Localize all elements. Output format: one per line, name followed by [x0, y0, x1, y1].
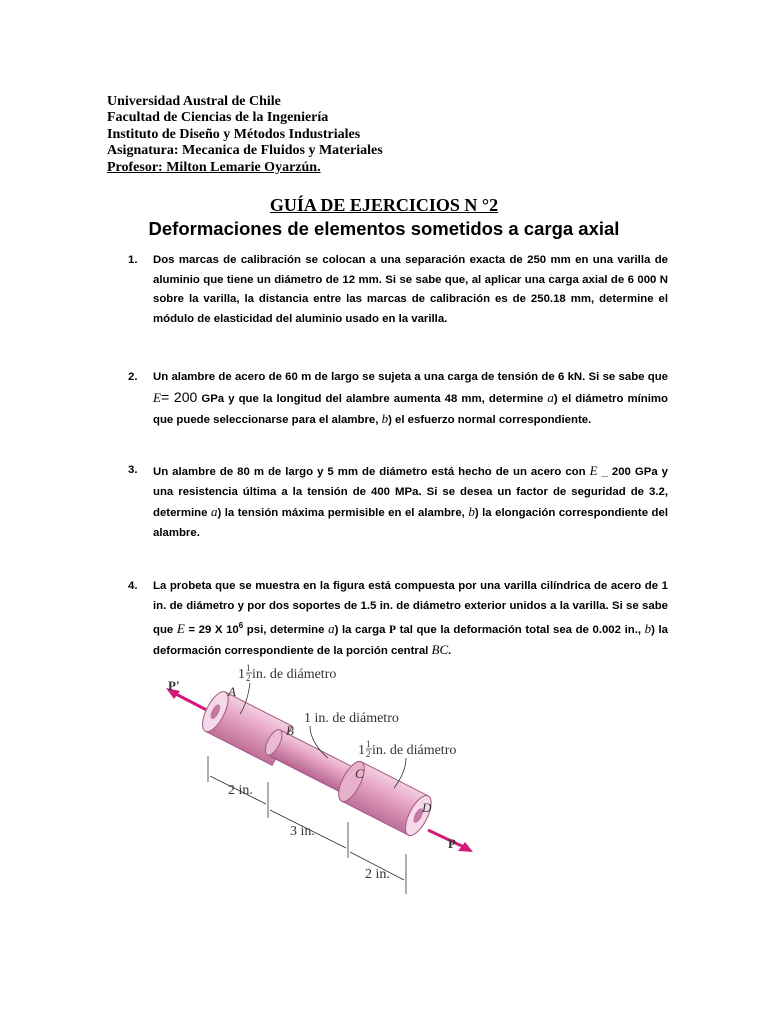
exercise-number: 2.	[128, 371, 138, 383]
svg-text:2: 2	[366, 749, 371, 759]
document-header	[107, 94, 383, 176]
svg-text:1: 1	[246, 663, 251, 673]
dimension-right: 2 in.	[365, 867, 390, 882]
label-diameter-center: 1 in. de diámetro	[304, 711, 399, 726]
label-b: B	[286, 723, 294, 738]
exercise-1	[128, 251, 668, 329]
professor-line: Profesor: Milton Lemarie Oyarzún.	[107, 159, 321, 175]
label-c: C	[355, 766, 364, 781]
label-d: D	[422, 800, 432, 815]
specimen-diagram	[160, 658, 480, 908]
exercise-text: Dos marcas de calibración se colocan a una separación exacta de 250 mm en una varilla de aluminio que tiene un diámetro de 12 mm. Si se sabe que, al aplicar una carga axial de 6 000 N sobre la varilla, la distancia entre las marcas de calibración es de 250.18 mm, determine el módulo de elasticidad del aluminio usado en la varilla.	[153, 254, 668, 325]
specimen-figure	[160, 658, 480, 912]
svg-text:1: 1	[358, 743, 365, 758]
page-title: GUÍA DE EJERCICIOS N °2	[269, 195, 499, 215]
support-cd	[333, 758, 436, 839]
exercise-text: Un alambre de 80 m de largo y 5 mm de diámetro está hecho de un acero con E _ 200 GPa y una resistencia última a la tensión de 400 MPa. Si se desea un factor de seguridad de 3.2, determine a) la tensión máxima permisible en el alambre, b) la elongación correspondiente del alambre.	[153, 463, 668, 539]
svg-text:1: 1	[366, 739, 371, 749]
university-name: Universidad Austral de Chile	[107, 94, 281, 109]
institute-name: Instituto de Diseño y Métodos Industriales	[107, 126, 361, 142]
svg-text:in. de diámetro: in. de diámetro	[252, 667, 337, 682]
exercise-number: 1.	[128, 254, 138, 266]
label-p-prime: P'	[168, 678, 180, 693]
svg-text:2: 2	[246, 673, 251, 683]
exercise-4	[128, 577, 668, 662]
svg-text:1: 1	[238, 667, 245, 682]
exercise-text: La probeta que se muestra en la figura está compuesta por una varilla cilíndrica de acero de 1 in. de diámetro y por dos soportes de 1.5 in. de diámetro exterior unidos a la varilla. Si se sabe que E = 29 X $10^6$ psi, determine a) la carga P tal que la deformación total sea de 0.002 in., b) la deformación correspondiente de la porción central BC.	[153, 580, 669, 658]
label-a: A	[228, 684, 236, 699]
dimension-center: 3 in.	[290, 824, 315, 839]
exercise-number: 3.	[128, 464, 138, 476]
exercise-text: Un alambre de acero de 60 m de largo se sujeta a una carga de tensión de 6 kN. Si se sabe que E= 200 GPa y que la longitud del alambre aumenta 48 mm, determine a) el diámetro mínimo que puede seleccionarse para el alambre, b) el esfuerzo normal correspondiente.	[153, 371, 668, 426]
label-p: P	[448, 836, 456, 851]
exercise-number: 4.	[128, 580, 138, 592]
svg-text:in. de diámetro: in. de diámetro	[372, 743, 457, 758]
exercise-2	[128, 368, 668, 431]
dimension-left: 2 in.	[228, 783, 253, 798]
exercise-3	[128, 461, 668, 543]
label-diameter-left	[238, 663, 336, 683]
label-diameter-right	[358, 739, 456, 759]
page-subtitle: Deformaciones de elementos sometidos a carga axial	[148, 218, 620, 239]
subject-line: Asignatura: Mecanica de Fluidos y Materiales	[107, 143, 383, 159]
faculty-name: Facultad de Ciencias de la Ingeniería	[107, 110, 329, 126]
